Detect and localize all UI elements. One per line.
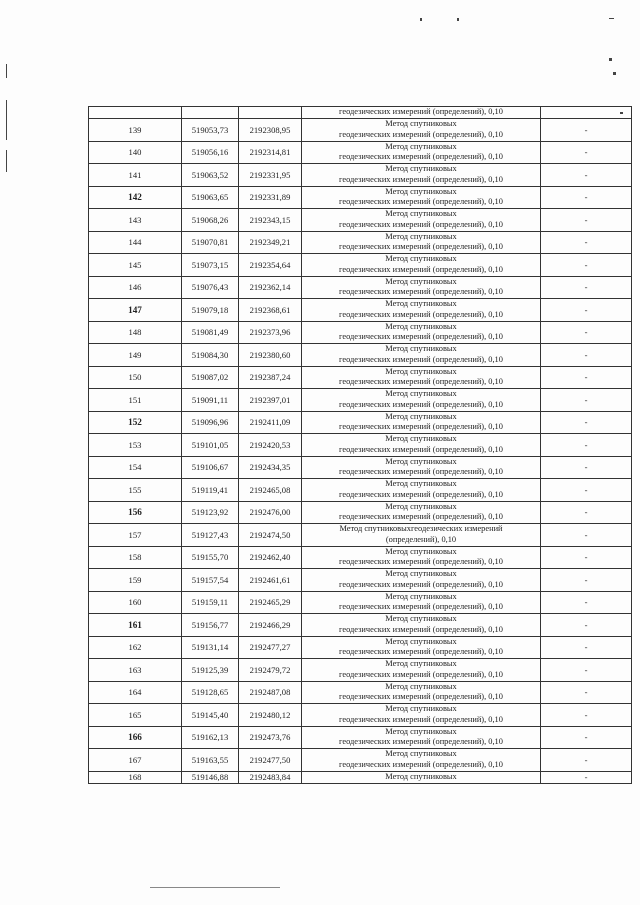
cell-note: - bbox=[541, 591, 632, 614]
cell-x: 519128,65 bbox=[182, 681, 239, 704]
cell-method bbox=[302, 524, 541, 547]
table-row bbox=[89, 209, 632, 232]
cell-method bbox=[302, 321, 541, 344]
cell-method bbox=[302, 209, 541, 232]
cell-x: 519101,05 bbox=[182, 434, 239, 457]
table-row bbox=[89, 164, 632, 187]
cell-x: 519131,14 bbox=[182, 636, 239, 659]
cell-x: 519068,26 bbox=[182, 209, 239, 232]
cell-y: 2192343,15 bbox=[239, 209, 302, 232]
cell-x: 519079,18 bbox=[182, 299, 239, 322]
cell-x: 519076,43 bbox=[182, 276, 239, 299]
method-line-2: геодезических измерений (определений), 0,10 bbox=[339, 624, 503, 634]
method-line-2: геодезических измерений (определений), 0,10 bbox=[339, 174, 503, 184]
cell-note: - bbox=[541, 164, 632, 187]
cell-num: 167 bbox=[89, 749, 182, 772]
cell-num: 151 bbox=[89, 389, 182, 412]
cell-num: 152 bbox=[89, 411, 182, 434]
cell-method bbox=[302, 591, 541, 614]
table-row bbox=[89, 524, 632, 547]
cell-method bbox=[302, 614, 541, 637]
cell-method bbox=[302, 659, 541, 682]
cell-y: 2192487,08 bbox=[239, 681, 302, 704]
method-line-1: Метод спутниковых bbox=[385, 614, 457, 624]
method-line-1: Метод спутниковых bbox=[385, 164, 457, 174]
method-line-1: Метод спутниковых bbox=[385, 276, 457, 286]
cell-y: 2192462,40 bbox=[239, 546, 302, 569]
cell-num: 144 bbox=[89, 231, 182, 254]
method-line-2: геодезических измерений (определений), 0,10 bbox=[339, 467, 503, 477]
cell-note bbox=[541, 107, 632, 119]
cell-method bbox=[302, 389, 541, 412]
table-row bbox=[89, 681, 632, 704]
cell-x: 519056,16 bbox=[182, 141, 239, 164]
cell-y: 2192314,81 bbox=[239, 141, 302, 164]
cell-y: 2192420,53 bbox=[239, 434, 302, 457]
cell-x: 519127,43 bbox=[182, 524, 239, 547]
method-line-1: Метод спутниковых bbox=[385, 411, 457, 421]
cell-x: 519155,70 bbox=[182, 546, 239, 569]
method-line-2: геодезических измерений (определений), 0,10 bbox=[339, 579, 503, 589]
method-line-1: Метод спутниковых bbox=[385, 681, 457, 691]
cell-y: 2192387,24 bbox=[239, 366, 302, 389]
cell-note: - bbox=[541, 299, 632, 322]
cell-note: - bbox=[541, 569, 632, 592]
footer-line bbox=[150, 887, 280, 888]
scan-speck-top-2 bbox=[457, 18, 459, 21]
method-line-2: геодезических измерений (определений), 0,10 bbox=[339, 737, 503, 747]
scan-speck-right-2 bbox=[609, 58, 612, 61]
cell-y: 2192397,01 bbox=[239, 389, 302, 412]
scan-mark-left-3 bbox=[6, 150, 7, 172]
cell-note: - bbox=[541, 546, 632, 569]
method-line-1: Метод спутниковых bbox=[385, 704, 457, 714]
cell-note: - bbox=[541, 771, 632, 783]
cell-x: 519073,15 bbox=[182, 254, 239, 277]
cell-x: 519053,73 bbox=[182, 119, 239, 142]
cell-method bbox=[302, 569, 541, 592]
table-row bbox=[89, 276, 632, 299]
table-row bbox=[89, 299, 632, 322]
method-line-1: Метод спутниковых bbox=[385, 141, 457, 151]
cell-y: 2192476,00 bbox=[239, 501, 302, 524]
scan-mark-left-2 bbox=[6, 100, 7, 140]
cell-note: - bbox=[541, 434, 632, 457]
cell-note: - bbox=[541, 209, 632, 232]
cell-x: 519081,49 bbox=[182, 321, 239, 344]
cell-note: - bbox=[541, 276, 632, 299]
cell-method bbox=[302, 344, 541, 367]
cell-x: 519157,54 bbox=[182, 569, 239, 592]
cell-y: 2192466,29 bbox=[239, 614, 302, 637]
cell-x: 519125,39 bbox=[182, 659, 239, 682]
cell-note: - bbox=[541, 141, 632, 164]
cell-y: 2192480,12 bbox=[239, 704, 302, 727]
method-line-2: геодезических измерений (определений), 0,10 bbox=[339, 557, 503, 567]
cell-num: 158 bbox=[89, 546, 182, 569]
method-line-2: геодезических измерений (определений), 0,10 bbox=[339, 197, 503, 207]
cell-method bbox=[302, 546, 541, 569]
cell-num: 140 bbox=[89, 141, 182, 164]
cell-num: 161 bbox=[89, 614, 182, 637]
cell-note: - bbox=[541, 614, 632, 637]
cell-num: 166 bbox=[89, 726, 182, 749]
cell-x: 519084,30 bbox=[182, 344, 239, 367]
cell-y: 2192331,89 bbox=[239, 186, 302, 209]
cell-method bbox=[302, 231, 541, 254]
table-row bbox=[89, 434, 632, 457]
method-line-2: (определений), 0,10 bbox=[385, 534, 457, 544]
cell-y: 2192380,60 bbox=[239, 344, 302, 367]
cell-method bbox=[302, 636, 541, 659]
cell-x: 519146,88 bbox=[182, 771, 239, 783]
cell-x: 519096,96 bbox=[182, 411, 239, 434]
cell-note: - bbox=[541, 411, 632, 434]
cell-y: 2192474,50 bbox=[239, 524, 302, 547]
table-row bbox=[89, 186, 632, 209]
method-line-1: Метод спутниковых bbox=[385, 456, 457, 466]
cell-x bbox=[182, 107, 239, 119]
table-row bbox=[89, 366, 632, 389]
method-line-1: Метод спутниковых bbox=[385, 636, 457, 646]
table-row bbox=[89, 321, 632, 344]
method-line-2: геодезических измерений (определений), 0,10 bbox=[339, 354, 503, 364]
cell-x: 519159,11 bbox=[182, 591, 239, 614]
cell-y: 2192373,96 bbox=[239, 321, 302, 344]
method-line-2: геодезических измерений (определений), 0,10 bbox=[339, 287, 503, 297]
method-line-2: геодезических измерений (определений), 0,10 bbox=[339, 422, 503, 432]
cell-y: 2192411,09 bbox=[239, 411, 302, 434]
method-line-1: Метод спутниковых bbox=[385, 479, 457, 489]
cell-x: 519145,40 bbox=[182, 704, 239, 727]
cell-num: 139 bbox=[89, 119, 182, 142]
cell-note: - bbox=[541, 681, 632, 704]
method-line-1: Метод спутниковых bbox=[385, 366, 457, 376]
cell-num: 163 bbox=[89, 659, 182, 682]
cell-note: - bbox=[541, 479, 632, 502]
cell-note: - bbox=[541, 119, 632, 142]
cell-num: 159 bbox=[89, 569, 182, 592]
cell-method bbox=[302, 366, 541, 389]
method-line-2: геодезических измерений (определений), 0,10 bbox=[339, 242, 503, 252]
scan-mark-left-1 bbox=[6, 64, 7, 78]
method-line-2: геодезических измерений (определений), 0,10 bbox=[339, 489, 503, 499]
cell-note: - bbox=[541, 344, 632, 367]
table-row-continued bbox=[89, 107, 632, 119]
cell-y: 2192362,14 bbox=[239, 276, 302, 299]
method-line-1: Метод спутниковых bbox=[385, 591, 457, 601]
method-line-2: геодезических измерений (определений), 0,10 bbox=[339, 399, 503, 409]
cell-y: 2192477,27 bbox=[239, 636, 302, 659]
cell-method bbox=[302, 681, 541, 704]
method-line-1: Метод спутниковых bbox=[385, 209, 457, 219]
cell-y: 2192479,72 bbox=[239, 659, 302, 682]
cell-note: - bbox=[541, 524, 632, 547]
cell-y: 2192349,21 bbox=[239, 231, 302, 254]
cell-note: - bbox=[541, 366, 632, 389]
cell-note: - bbox=[541, 254, 632, 277]
scan-speck-right-3 bbox=[613, 72, 616, 75]
table-row bbox=[89, 749, 632, 772]
cell-note: - bbox=[541, 749, 632, 772]
cell-method bbox=[302, 141, 541, 164]
cell-method bbox=[302, 299, 541, 322]
method-line-1: Метод спутниковых bbox=[385, 434, 457, 444]
cell-note: - bbox=[541, 726, 632, 749]
cell-y: 2192331,95 bbox=[239, 164, 302, 187]
cell-x: 519087,02 bbox=[182, 366, 239, 389]
cell-num: 164 bbox=[89, 681, 182, 704]
table-row bbox=[89, 254, 632, 277]
cell-method bbox=[302, 749, 541, 772]
cell-num: 147 bbox=[89, 299, 182, 322]
scan-speck-top-1 bbox=[420, 18, 422, 21]
method-line-2: геодезических измерений (определений), 0,10 bbox=[339, 152, 503, 162]
cell-method bbox=[302, 186, 541, 209]
cell-x: 519063,52 bbox=[182, 164, 239, 187]
cell-num: 150 bbox=[89, 366, 182, 389]
method-line-1: Метод спутниковых bbox=[385, 659, 457, 669]
cell-num: 165 bbox=[89, 704, 182, 727]
cell-x: 519070,81 bbox=[182, 231, 239, 254]
cell-num: 154 bbox=[89, 456, 182, 479]
method-line-2: геодезических измерений (определений), 0,10 bbox=[339, 714, 503, 724]
cell-x: 519063,65 bbox=[182, 186, 239, 209]
cell-num: 155 bbox=[89, 479, 182, 502]
cell-method: Метод спутниковых bbox=[302, 771, 541, 783]
cell-num: 157 bbox=[89, 524, 182, 547]
cell-x: 519119,41 bbox=[182, 479, 239, 502]
method-line-1: Метод спутниковых bbox=[385, 231, 457, 241]
cell-y: 2192473,76 bbox=[239, 726, 302, 749]
method-line-2: геодезических измерений (определений), 0,10 bbox=[339, 759, 503, 769]
cell-y: 2192483,84 bbox=[239, 771, 302, 783]
method-line-1: Метод спутниковых bbox=[385, 344, 457, 354]
cell-y: 2192461,61 bbox=[239, 569, 302, 592]
method-line-2: геодезических измерений (определений), 0,10 bbox=[339, 444, 503, 454]
cell-note: - bbox=[541, 704, 632, 727]
cell-x: 519106,67 bbox=[182, 456, 239, 479]
cell-note: - bbox=[541, 186, 632, 209]
method-line-2: геодезических измерений (определений), 0,10 bbox=[339, 692, 503, 702]
cell-x: 519123,92 bbox=[182, 501, 239, 524]
table-row bbox=[89, 501, 632, 524]
cell-num: 160 bbox=[89, 591, 182, 614]
cell-method bbox=[302, 479, 541, 502]
cell-y: 2192308,95 bbox=[239, 119, 302, 142]
cell-x: 519091,11 bbox=[182, 389, 239, 412]
method-line-2: геодезических измерений (определений), 0,10 bbox=[339, 377, 503, 387]
cell-num: 156 bbox=[89, 501, 182, 524]
table-row bbox=[89, 389, 632, 412]
cell-note: - bbox=[541, 389, 632, 412]
method-line-1: Метод спутниковых bbox=[385, 726, 457, 736]
method-line-1: Метод спутниковых bbox=[385, 321, 457, 331]
cell-method bbox=[302, 726, 541, 749]
method-line-1: Метод спутниковых bbox=[385, 186, 457, 196]
cell-method bbox=[302, 411, 541, 434]
cell-method bbox=[302, 434, 541, 457]
cell-num: 146 bbox=[89, 276, 182, 299]
method-line-2: геодезических измерений (определений), 0,10 bbox=[339, 647, 503, 657]
cell-note: - bbox=[541, 636, 632, 659]
cell-method bbox=[302, 254, 541, 277]
table-row bbox=[89, 411, 632, 434]
cell-num bbox=[89, 107, 182, 119]
cell-y: 2192465,29 bbox=[239, 591, 302, 614]
cell-method bbox=[302, 501, 541, 524]
cell-y: 2192434,35 bbox=[239, 456, 302, 479]
coordinates-table bbox=[88, 106, 632, 784]
cell-num: 153 bbox=[89, 434, 182, 457]
cell-method bbox=[302, 164, 541, 187]
method-line-2: геодезических измерений (определений), 0,10 bbox=[339, 669, 503, 679]
table-row bbox=[89, 344, 632, 367]
cell-x: 519163,55 bbox=[182, 749, 239, 772]
method-line-1: Метод спутниковых bbox=[385, 501, 457, 511]
cell-y: 2192465,08 bbox=[239, 479, 302, 502]
cell-num: 148 bbox=[89, 321, 182, 344]
cell-num: 168 bbox=[89, 771, 182, 783]
cell-method: геодезических измерений (определений), 0,10 bbox=[302, 107, 541, 119]
cell-method bbox=[302, 119, 541, 142]
table-row bbox=[89, 119, 632, 142]
method-line-1: Метод спутниковых bbox=[385, 749, 457, 759]
cell-x: 519156,77 bbox=[182, 614, 239, 637]
table-row bbox=[89, 659, 632, 682]
cell-num: 143 bbox=[89, 209, 182, 232]
cell-method bbox=[302, 456, 541, 479]
cell-x: 519162,13 bbox=[182, 726, 239, 749]
cell-note: - bbox=[541, 659, 632, 682]
cell-y: 2192354,64 bbox=[239, 254, 302, 277]
table-row bbox=[89, 546, 632, 569]
cell-note: - bbox=[541, 321, 632, 344]
table-row bbox=[89, 231, 632, 254]
cell-y bbox=[239, 107, 302, 119]
method-line-2: геодезических измерений (определений), 0,10 bbox=[339, 219, 503, 229]
method-line-2: геодезических измерений (определений), 0,10 bbox=[339, 512, 503, 522]
method-line-1: Метод спутниковых bbox=[385, 546, 457, 556]
cell-num: 141 bbox=[89, 164, 182, 187]
method-line-1: Метод спутниковых bbox=[385, 569, 457, 579]
method-line-2: геодезических измерений (определений), 0,10 bbox=[339, 264, 503, 274]
table-row bbox=[89, 726, 632, 749]
method-line-2: геодезических измерений (определений), 0,10 bbox=[339, 602, 503, 612]
cell-note: - bbox=[541, 231, 632, 254]
method-line-1: Метод спутниковых bbox=[385, 389, 457, 399]
cell-y: 2192477,50 bbox=[239, 749, 302, 772]
cell-y: 2192368,61 bbox=[239, 299, 302, 322]
cell-num: 149 bbox=[89, 344, 182, 367]
method-line-2: геодезических измерений (определений), 0,10 bbox=[339, 129, 503, 139]
table-row bbox=[89, 614, 632, 637]
cell-num: 162 bbox=[89, 636, 182, 659]
cell-note: - bbox=[541, 501, 632, 524]
table-row bbox=[89, 479, 632, 502]
cell-note: - bbox=[541, 456, 632, 479]
cell-method bbox=[302, 704, 541, 727]
cell-num: 145 bbox=[89, 254, 182, 277]
method-line-2: геодезических измерений (определений), 0,10 bbox=[339, 309, 503, 319]
table-row bbox=[89, 141, 632, 164]
table-row bbox=[89, 456, 632, 479]
table-row bbox=[89, 704, 632, 727]
method-line-1: Метод спутниковых bbox=[385, 119, 457, 129]
scan-speck-right-1 bbox=[609, 18, 614, 19]
method-line-1: Метод спутниковых bbox=[385, 299, 457, 309]
method-line-1: Метод спутниковыхгеодезических измерений bbox=[339, 524, 503, 534]
table-row bbox=[89, 569, 632, 592]
table-row-last bbox=[89, 771, 632, 783]
method-line-2: геодезических измерений (определений), 0,10 bbox=[339, 332, 503, 342]
table-row bbox=[89, 636, 632, 659]
cell-num: 142 bbox=[89, 186, 182, 209]
table-row bbox=[89, 591, 632, 614]
method-line-1: Метод спутниковых bbox=[385, 254, 457, 264]
cell-method bbox=[302, 276, 541, 299]
